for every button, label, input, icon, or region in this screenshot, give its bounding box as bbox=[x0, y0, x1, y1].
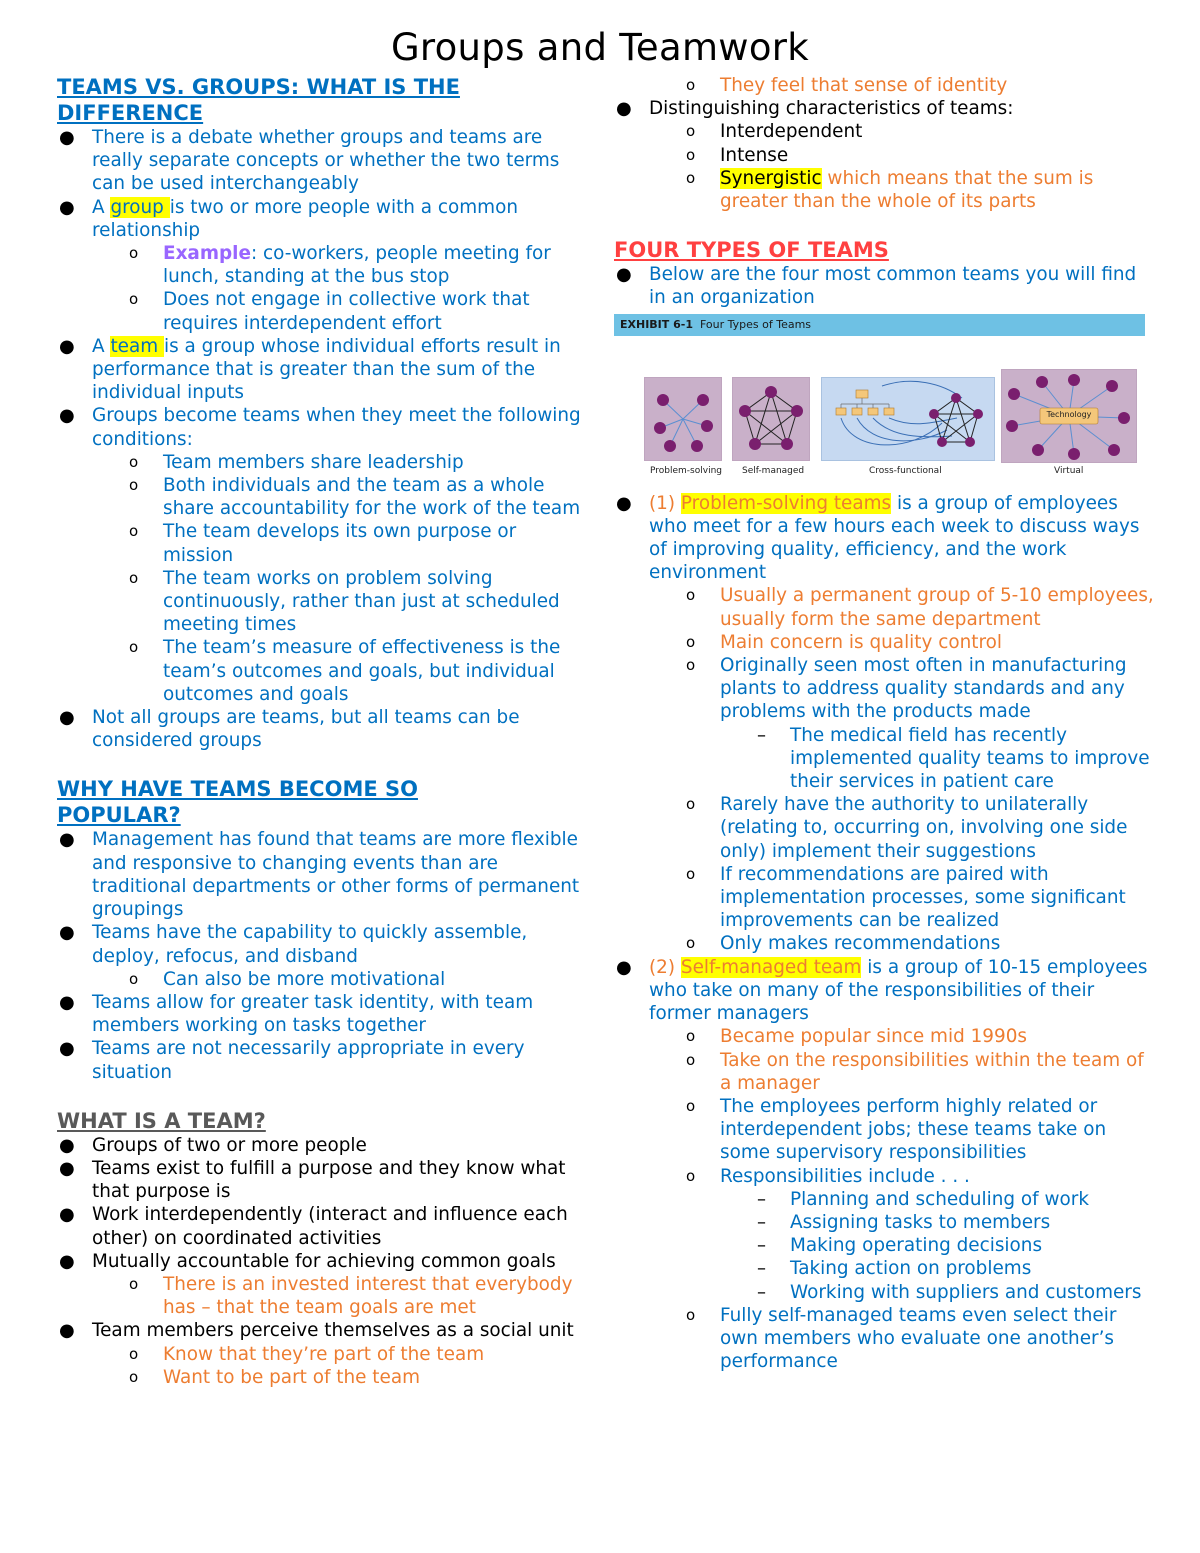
circle-bullet-icon: o bbox=[686, 122, 696, 141]
bullet-icon: ● bbox=[59, 829, 75, 851]
cross-functional-diagram bbox=[822, 378, 994, 460]
highlight-team: team bbox=[110, 335, 164, 357]
self-managed-diagram bbox=[733, 378, 809, 460]
bullet-icon: ● bbox=[59, 1157, 75, 1179]
list-item: ● Groups become teams when they meet the following conditions: bbox=[59, 405, 581, 450]
list-item: ● Teams exist to fulfill a purpose and they know what that purpose is bbox=[59, 1157, 566, 1203]
dash-bullet-icon: – bbox=[757, 724, 766, 746]
bullet-icon: ● bbox=[59, 707, 75, 729]
team-types-list bbox=[614, 492, 1154, 1374]
bullet-icon: ● bbox=[616, 264, 632, 286]
list-item: – Assigning tasks to members bbox=[757, 1211, 1051, 1233]
problem-solving-diagram bbox=[645, 378, 721, 460]
section-heading-teams-vs-groups: TEAMS VS. GROUPS: WHAT IS THE DIFFERENCE bbox=[57, 75, 460, 125]
bullet-icon: ● bbox=[59, 922, 75, 944]
list-item: o Synergistic which means that the sum is greater than the whole of its parts bbox=[686, 167, 1094, 213]
dash-bullet-icon: – bbox=[757, 1258, 766, 1280]
list-item: o Can also be more motivational bbox=[129, 968, 446, 990]
list-item: o Fully self-managed teams even select their own members who evaluate one another’s performance bbox=[686, 1304, 1117, 1373]
bullet-icon: ● bbox=[59, 1250, 75, 1272]
dash-bullet-icon: – bbox=[757, 1188, 766, 1210]
circle-bullet-icon: o bbox=[129, 638, 139, 657]
list-item: – The medical field has recently implemented quality teams to improve their services in patient care bbox=[757, 724, 1150, 793]
bullet-icon: ● bbox=[59, 1204, 75, 1226]
dash-bullet-icon: – bbox=[757, 1281, 766, 1303]
list-item: ● (2) Self-managed team is a group of 10-15 employees who take on many of the responsibilities of their former managers bbox=[616, 956, 1148, 1025]
circle-bullet-icon: o bbox=[129, 568, 139, 587]
circle-bullet-icon: o bbox=[686, 864, 696, 883]
list-item: o Became popular since mid 1990s bbox=[686, 1026, 1027, 1048]
list-item: o The team works on problem solving continuously, rather than just at scheduled meeting times bbox=[129, 567, 560, 636]
circle-bullet-icon: o bbox=[129, 1367, 139, 1386]
highlight-self-managed: Self-managed team bbox=[680, 956, 862, 978]
section-heading-four-types: FOUR TYPES OF TEAMS bbox=[614, 238, 889, 263]
page-title: Groups and Teamwork bbox=[390, 26, 810, 69]
list-item: ● A team is a group whose individual efforts result in performance that is greater than the sum of the individual inputs bbox=[59, 335, 561, 404]
circle-bullet-icon: o bbox=[686, 1166, 696, 1185]
bullet-icon: ● bbox=[59, 1320, 75, 1342]
list-item: o The team’s measure of effectiveness is the team’s outcomes and goals, but individual outcomes and goals bbox=[129, 637, 561, 705]
section-heading-what-is-team: WHAT IS A TEAM? bbox=[57, 1108, 266, 1133]
exhibit-caption-bar: EXHIBIT 6-1 Four Types of Teams bbox=[614, 314, 1145, 336]
list-item: o Usually a permanent group of 5-10 employees, usually form the same department bbox=[686, 585, 1154, 630]
virtual-label: Virtual bbox=[1054, 465, 1084, 476]
problem-solving-label: Problem-solving bbox=[650, 465, 722, 476]
list-item: – Taking action on problems bbox=[757, 1258, 1032, 1280]
exhibit-four-types-figure bbox=[614, 314, 1145, 486]
highlight-synergistic: Synergistic bbox=[720, 167, 822, 189]
section-heading-why-popular: WHY HAVE TEAMS BECOME SO POPULAR? bbox=[57, 777, 418, 828]
list-item: o Responsibilities include . . . bbox=[686, 1165, 970, 1187]
circle-bullet-icon: o bbox=[686, 1027, 696, 1046]
four-types-intro-list bbox=[614, 263, 1154, 309]
list-item: o Interdependent bbox=[686, 121, 863, 143]
dash-bullet-icon: – bbox=[757, 1211, 766, 1233]
list-item: ● Teams are not necessarily appropriate in every situation bbox=[59, 1038, 525, 1083]
circle-bullet-icon: o bbox=[686, 76, 696, 94]
list-item: o Does not engage in collective work that requires interdependent effort bbox=[129, 289, 530, 334]
list-item: o Rarely have the authority to unilaterally (relating to, occurring on, involving one side only) implement their suggestions bbox=[686, 794, 1128, 862]
teams-vs-groups-list bbox=[57, 126, 592, 752]
highlight-group: group bbox=[110, 196, 170, 218]
highlight-problem-solving: Problem-solving teams bbox=[680, 492, 892, 514]
circle-bullet-icon: o bbox=[686, 1096, 696, 1115]
list-item: ● Management has found that teams are more flexible and responsive to changing events than are traditional departments or other forms of permanent groupings bbox=[59, 829, 580, 921]
cross-functional-label: Cross-functional bbox=[869, 465, 942, 476]
list-item: ● There is a debate whether groups and teams are really separate concepts or whether the two terms can be used interchangeably bbox=[59, 127, 560, 195]
list-item: ● Work interdependently (interact and influence each other) on coordinated activities bbox=[59, 1204, 568, 1249]
circle-bullet-icon: o bbox=[129, 1344, 139, 1363]
list-item: o The team develops its own purpose or mission bbox=[129, 521, 517, 566]
list-item: o The employees perform highly related or interdependent jobs; these teams take on some supervisory responsibilities bbox=[686, 1095, 1107, 1164]
circle-bullet-icon: o bbox=[686, 934, 696, 953]
circle-bullet-icon: o bbox=[129, 969, 139, 988]
list-item: – Working with suppliers and customers bbox=[757, 1281, 1142, 1303]
problem-solving-panel bbox=[644, 377, 722, 461]
list-item: o Take on the responsibilities within the team of a manager bbox=[686, 1049, 1144, 1094]
circle-bullet-icon: o bbox=[686, 632, 696, 651]
bullet-icon: ● bbox=[616, 98, 632, 120]
circle-bullet-icon: o bbox=[686, 656, 696, 675]
list-item: o Example: co-workers, people meeting for lunch, standing at the bus stop bbox=[129, 243, 551, 288]
list-item: ● Mutually accountable for achieving common goals bbox=[59, 1250, 556, 1272]
team-characteristics-list bbox=[614, 74, 1154, 213]
list-item: ● Teams have the capability to quickly assemble, deploy, refocus, and disband bbox=[59, 922, 528, 967]
bullet-icon: ● bbox=[59, 196, 75, 218]
list-item: ● Distinguishing characteristics of teams: bbox=[616, 98, 1014, 120]
left-column bbox=[57, 74, 592, 1389]
list-item: o Main concern is quality control bbox=[686, 631, 1002, 653]
bullet-icon: ● bbox=[59, 405, 75, 427]
self-managed-label: Self-managed bbox=[742, 465, 805, 476]
list-item: o Originally seen most often in manufacturing plants to address quality standards and any problems with the products made bbox=[686, 655, 1127, 723]
bullet-icon: ● bbox=[59, 991, 75, 1013]
list-item: ● Teams allow for greater task identity, with team members working on tasks together bbox=[59, 991, 534, 1037]
list-item: – Planning and scheduling of work bbox=[757, 1188, 1089, 1210]
list-item: ● Not all groups are teams, but all teams can be considered groups bbox=[59, 707, 520, 752]
circle-bullet-icon: o bbox=[686, 1050, 696, 1069]
dash-bullet-icon: – bbox=[757, 1235, 766, 1257]
list-item: ● Groups of two or more people bbox=[59, 1134, 367, 1156]
circle-bullet-icon: o bbox=[129, 476, 139, 495]
list-item: ● (1) Problem-solving teams is a group of employees who meet for a few hours each week to discuss ways of improving quality, efficiency, and the work environment bbox=[616, 492, 1140, 584]
list-item: o Team members share leadership bbox=[129, 451, 464, 473]
list-item: o Know that they’re part of the team bbox=[129, 1343, 485, 1365]
circle-bullet-icon: o bbox=[129, 452, 139, 471]
circle-bullet-icon: o bbox=[686, 168, 696, 187]
bullet-icon: ● bbox=[59, 127, 75, 148]
list-item: o There is an invested interest that everybody has – that the team goals are met bbox=[129, 1273, 573, 1319]
circle-bullet-icon: o bbox=[129, 244, 139, 263]
list-item: o They feel that sense of identity bbox=[686, 75, 1008, 96]
list-item: o If recommendations are paired with implementation processes, some significant improvements can be realized bbox=[686, 863, 1126, 932]
circle-bullet-icon: o bbox=[686, 145, 696, 164]
bullet-icon: ● bbox=[59, 1038, 75, 1060]
cross-functional-panel bbox=[821, 377, 995, 461]
bullet-icon: ● bbox=[59, 1134, 75, 1156]
circle-bullet-icon: o bbox=[129, 522, 139, 541]
what-is-team-list bbox=[57, 1134, 592, 1389]
list-item: o Intense bbox=[686, 144, 789, 166]
circle-bullet-icon: o bbox=[129, 290, 139, 309]
circle-bullet-icon: o bbox=[686, 586, 696, 605]
list-item: ● Team members perceive themselves as a social unit bbox=[59, 1320, 574, 1342]
list-item: o Want to be part of the team bbox=[129, 1366, 421, 1388]
list-item: ● Below are the four most common teams you will find in an organization bbox=[616, 264, 1137, 309]
right-column bbox=[614, 74, 1154, 1373]
list-item: – Making operating decisions bbox=[757, 1235, 1043, 1257]
bullet-icon: ● bbox=[616, 956, 632, 978]
circle-bullet-icon: o bbox=[686, 1305, 696, 1324]
self-managed-panel bbox=[732, 377, 810, 461]
bullet-icon: ● bbox=[616, 492, 632, 514]
list-item: ● A group is two or more people with a common relationship bbox=[59, 196, 518, 241]
why-popular-list bbox=[57, 828, 592, 1083]
technology-label: Technology bbox=[1046, 409, 1092, 419]
virtual-panel bbox=[1001, 369, 1137, 463]
bullet-icon: ● bbox=[59, 335, 75, 357]
list-item: o Only makes recommendations bbox=[686, 933, 1001, 955]
circle-bullet-icon: o bbox=[129, 1274, 139, 1293]
exhibit-panels bbox=[644, 369, 1139, 484]
list-item: o Both individuals and the team as a whole share accountability for the work of the team bbox=[129, 475, 581, 520]
circle-bullet-icon: o bbox=[686, 795, 696, 814]
